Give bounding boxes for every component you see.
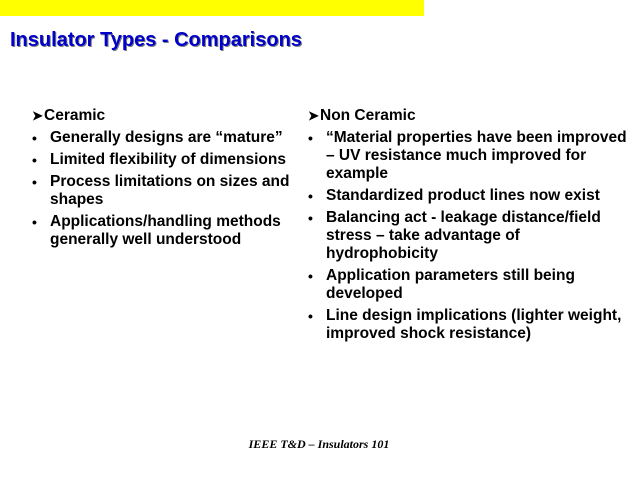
bullet-dot-icon: • [308, 188, 313, 204]
right-column-non-ceramic [308, 107, 628, 347]
bullet-dot-icon: • [32, 152, 37, 168]
list-item [308, 267, 628, 303]
list-item [32, 213, 302, 249]
bullet-dot-icon: • [32, 174, 37, 190]
bullet-dot-icon: • [308, 210, 313, 226]
list-item-text: Generally designs are “mature” [50, 129, 283, 146]
list-item [32, 129, 302, 147]
left-bullet-list [32, 129, 302, 249]
left-heading-text: Ceramic [44, 107, 106, 124]
list-item-text: Process limitations on sizes and shapes [50, 173, 290, 208]
arrow-bullet-icon: ➤ [308, 108, 319, 123]
bullet-dot-icon: • [32, 130, 37, 146]
list-item [308, 307, 628, 343]
list-item [32, 151, 302, 169]
right-heading-text: Non Ceramic [320, 107, 416, 124]
list-item-text: “Material properties have been improved – UV resistance much improved for example [326, 129, 627, 182]
slide-footer: IEEE T&D – Insulators 101 [248, 437, 390, 451]
list-item [308, 187, 628, 205]
bullet-dot-icon: • [308, 308, 313, 324]
bullet-dot-icon: • [32, 214, 37, 230]
list-item-text: Limited flexibility of dimensions [50, 151, 286, 168]
right-bullet-list [308, 129, 628, 343]
list-item [32, 173, 302, 209]
list-item-text: Line design implications (lighter weight, improved shock resistance) [326, 307, 622, 342]
arrow-bullet-icon: ➤ [32, 108, 43, 123]
top-accent-bar [0, 0, 424, 16]
list-item-text: Standardized product lines now exist [326, 187, 600, 204]
list-item [308, 129, 628, 183]
bullet-dot-icon: • [308, 268, 313, 284]
slide-title: Insulator Types - Comparisons [10, 29, 302, 51]
list-item-text: Applications/handling methods generally well understood [50, 213, 281, 248]
right-heading [308, 107, 628, 125]
list-item-text: Balancing act - leakage distance/field stress – take advantage of hydrophobicity [326, 209, 601, 262]
list-item-text: Application parameters still being developed [326, 267, 575, 302]
left-column-ceramic [32, 107, 302, 253]
bullet-dot-icon: • [308, 130, 313, 146]
list-item [308, 209, 628, 263]
left-heading [32, 107, 302, 125]
